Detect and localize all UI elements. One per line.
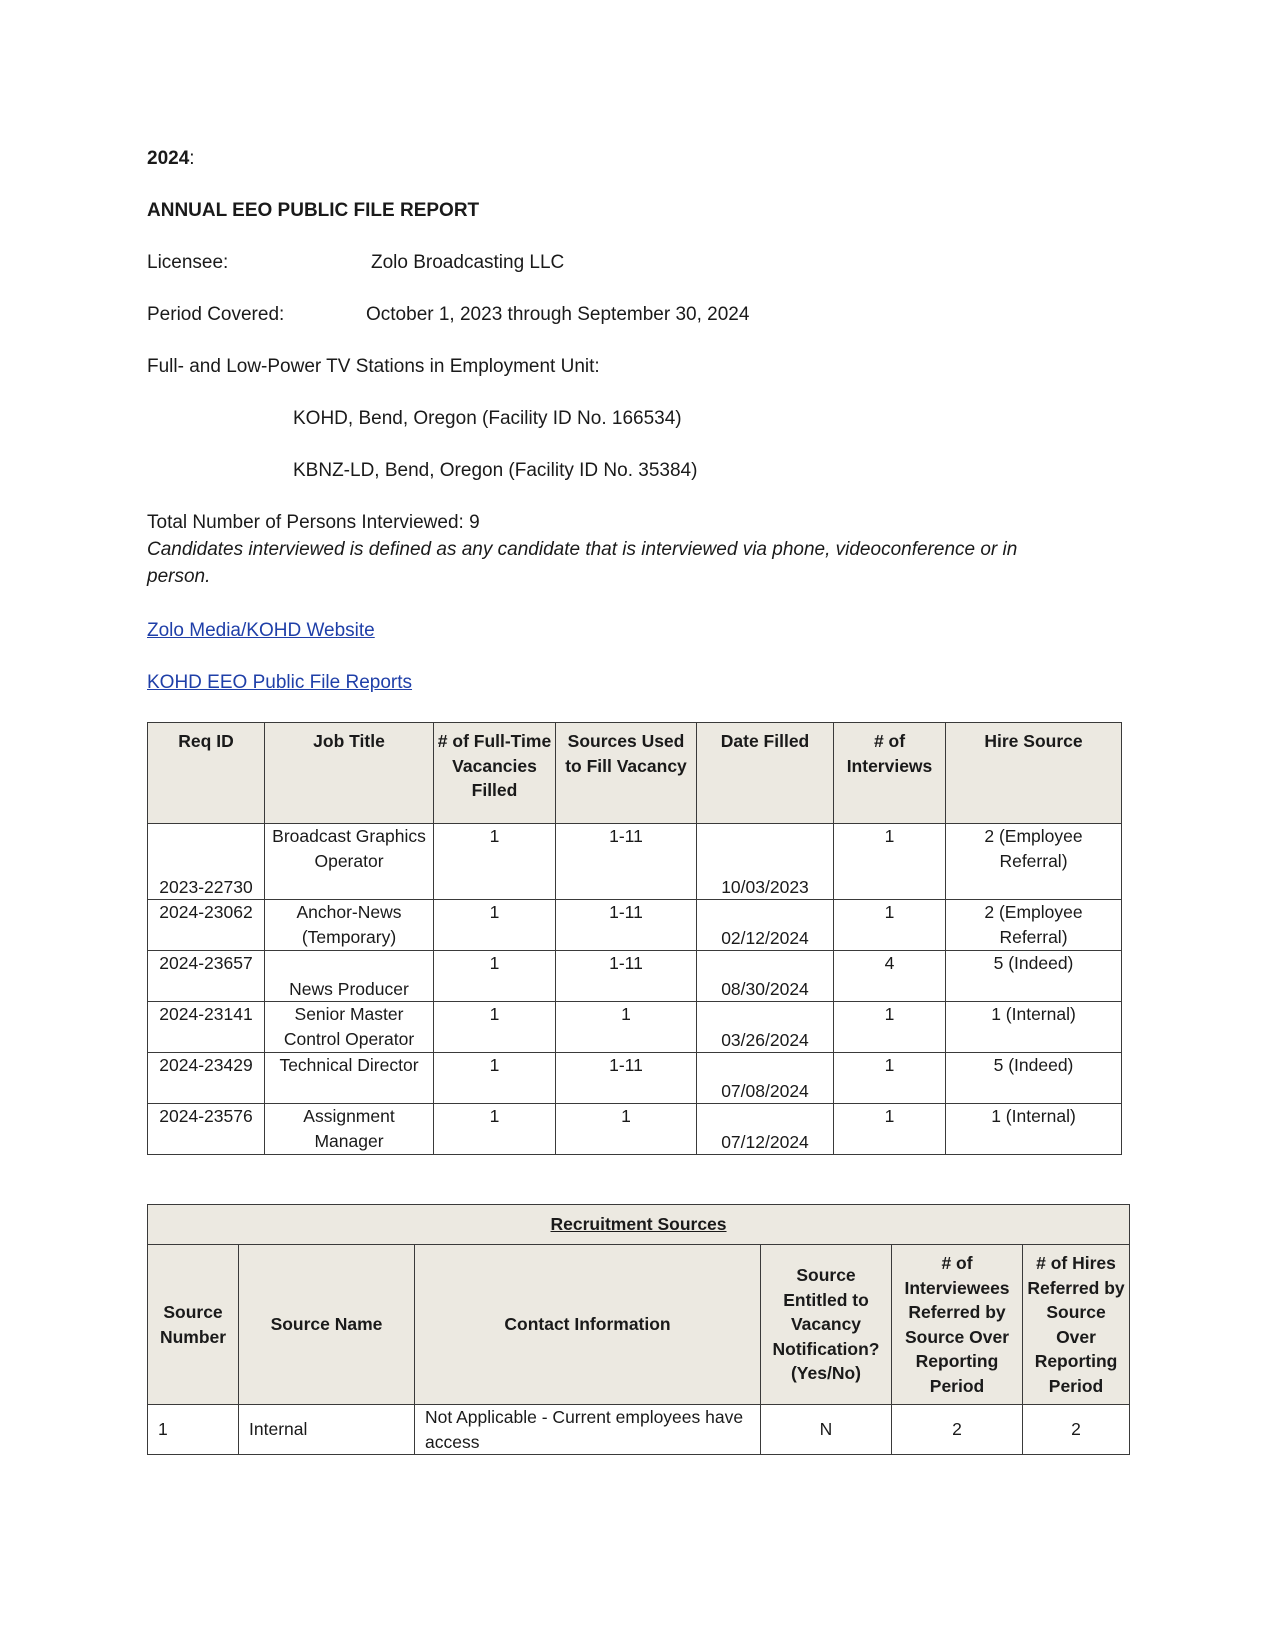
cell-source-number: 1 <box>148 1405 239 1455</box>
cell-hire-source: 5 (Indeed) <box>946 951 1122 1002</box>
cell-date: 07/08/2024 <box>697 1053 834 1104</box>
table-row <box>148 900 1122 951</box>
cell-job-title: Broadcast Graphics Operator <box>265 824 434 900</box>
cell-sources: 1-11 <box>556 951 697 1002</box>
cell-job-title: Senior Master Control Operator <box>265 1002 434 1053</box>
recruitment-title-row <box>148 1205 1130 1245</box>
cell-req-id: 2023-22730 <box>148 824 265 900</box>
cell-hire-source: 5 (Indeed) <box>946 1053 1122 1104</box>
cell-req-id: 2024-23657 <box>148 951 265 1002</box>
cell-hire-source: 1 (Internal) <box>946 1002 1122 1053</box>
cell-req-id: 2024-23062 <box>148 900 265 951</box>
total-interviewed: Total Number of Persons Interviewed: 9 <box>147 512 480 533</box>
cell-date: 10/03/2023 <box>697 824 834 900</box>
header-hire-source: Hire Source <box>946 723 1122 824</box>
header-sources-used: Sources Used to Fill Vacancy <box>556 723 697 824</box>
station-kbnz: KBNZ-LD, Bend, Oregon (Facility ID No. 35384) <box>293 460 698 481</box>
cell-interviews: 1 <box>834 1104 946 1155</box>
licensee-value: Zolo Broadcasting LLC <box>371 252 565 273</box>
period-value: October 1, 2023 through September 30, 2024 <box>366 304 750 325</box>
cell-interviews: 1 <box>834 900 946 951</box>
table-row <box>148 1405 1130 1455</box>
vacancies-table <box>147 722 1122 1155</box>
table-row <box>148 1002 1122 1053</box>
cell-vacancies: 1 <box>434 824 556 900</box>
header-req-id: Req ID <box>148 723 265 824</box>
year-colon: : <box>189 148 195 169</box>
header-interviews: # of Interviews <box>834 723 946 824</box>
recruitment-header-row <box>148 1245 1130 1405</box>
table-row <box>148 824 1122 900</box>
cell-interviews: 1 <box>834 1002 946 1053</box>
licensee-label: Licensee: <box>147 252 229 273</box>
recruitment-title: Recruitment Sources <box>550 1214 727 1235</box>
website-link[interactable]: Zolo Media/KOHD Website <box>147 620 375 641</box>
header-interviewees: # of Interviewees Referred by Source Over Reporting Period <box>892 1245 1023 1405</box>
cell-hires: 2 <box>1023 1405 1130 1455</box>
vacancies-header-row <box>148 723 1122 824</box>
cell-job-title: Assignment Manager <box>265 1104 434 1155</box>
cell-interviews: 1 <box>834 824 946 900</box>
stations-label: Full- and Low-Power TV Stations in Employment Unit: <box>147 356 600 377</box>
cell-sources: 1-11 <box>556 900 697 951</box>
definition-text-line2: person. <box>147 566 211 587</box>
cell-date: 02/12/2024 <box>697 900 834 951</box>
cell-interviews: 4 <box>834 951 946 1002</box>
cell-hire-source: 2 (Employee Referral) <box>946 900 1122 951</box>
station-kohd: KOHD, Bend, Oregon (Facility ID No. 166534) <box>293 408 682 429</box>
cell-job-title: Technical Director <box>265 1053 434 1104</box>
cell-sources: 1 <box>556 1002 697 1053</box>
cell-contact-info: Not Applicable - Current employees have access <box>415 1405 761 1455</box>
cell-job-title: News Producer <box>265 951 434 1002</box>
cell-vacancies: 1 <box>434 1104 556 1155</box>
cell-entitled: N <box>761 1405 892 1455</box>
year-heading <box>147 148 195 170</box>
header-date-filled: Date Filled <box>697 723 834 824</box>
header-job-title: Job Title <box>265 723 434 824</box>
cell-date: 03/26/2024 <box>697 1002 834 1053</box>
cell-date: 07/12/2024 <box>697 1104 834 1155</box>
cell-vacancies: 1 <box>434 951 556 1002</box>
definition-text-line1: Candidates interviewed is defined as any candidate that is interviewed via phone, videoconference or in <box>147 539 1018 560</box>
recruitment-sources-table <box>147 1204 1130 1455</box>
table-row <box>148 1104 1122 1155</box>
cell-sources: 1-11 <box>556 1053 697 1104</box>
header-source-name: Source Name <box>239 1245 415 1405</box>
header-source-number: Source Number <box>148 1245 239 1405</box>
cell-req-id: 2024-23576 <box>148 1104 265 1155</box>
cell-vacancies: 1 <box>434 1053 556 1104</box>
table-row <box>148 1053 1122 1104</box>
table-row <box>148 951 1122 1002</box>
cell-req-id: 2024-23429 <box>148 1053 265 1104</box>
cell-vacancies: 1 <box>434 900 556 951</box>
year-text: 2024 <box>147 148 190 169</box>
cell-sources: 1 <box>556 1104 697 1155</box>
recruitment-title-cell <box>148 1205 1130 1245</box>
cell-req-id: 2024-23141 <box>148 1002 265 1053</box>
cell-date: 08/30/2024 <box>697 951 834 1002</box>
cell-hire-source: 2 (Employee Referral) <box>946 824 1122 900</box>
report-title: ANNUAL EEO PUBLIC FILE REPORT <box>147 200 480 221</box>
cell-job-title: Anchor-News (Temporary) <box>265 900 434 951</box>
cell-hire-source: 1 (Internal) <box>946 1104 1122 1155</box>
header-hires: # of Hires Referred by Source Over Reporting Period <box>1023 1245 1130 1405</box>
cell-interviews: 1 <box>834 1053 946 1104</box>
cell-sources: 1-11 <box>556 824 697 900</box>
cell-vacancies: 1 <box>434 1002 556 1053</box>
cell-interviewees: 2 <box>892 1405 1023 1455</box>
header-entitled: Source Entitled to Vacancy Notification? (Yes/No) <box>761 1245 892 1405</box>
cell-source-name: Internal <box>239 1405 415 1455</box>
period-label: Period Covered: <box>147 304 285 325</box>
header-contact-info: Contact Information <box>415 1245 761 1405</box>
eeo-reports-link[interactable]: KOHD EEO Public File Reports <box>147 672 413 693</box>
header-vacancies-filled: # of Full-Time Vacancies Filled <box>434 723 556 824</box>
